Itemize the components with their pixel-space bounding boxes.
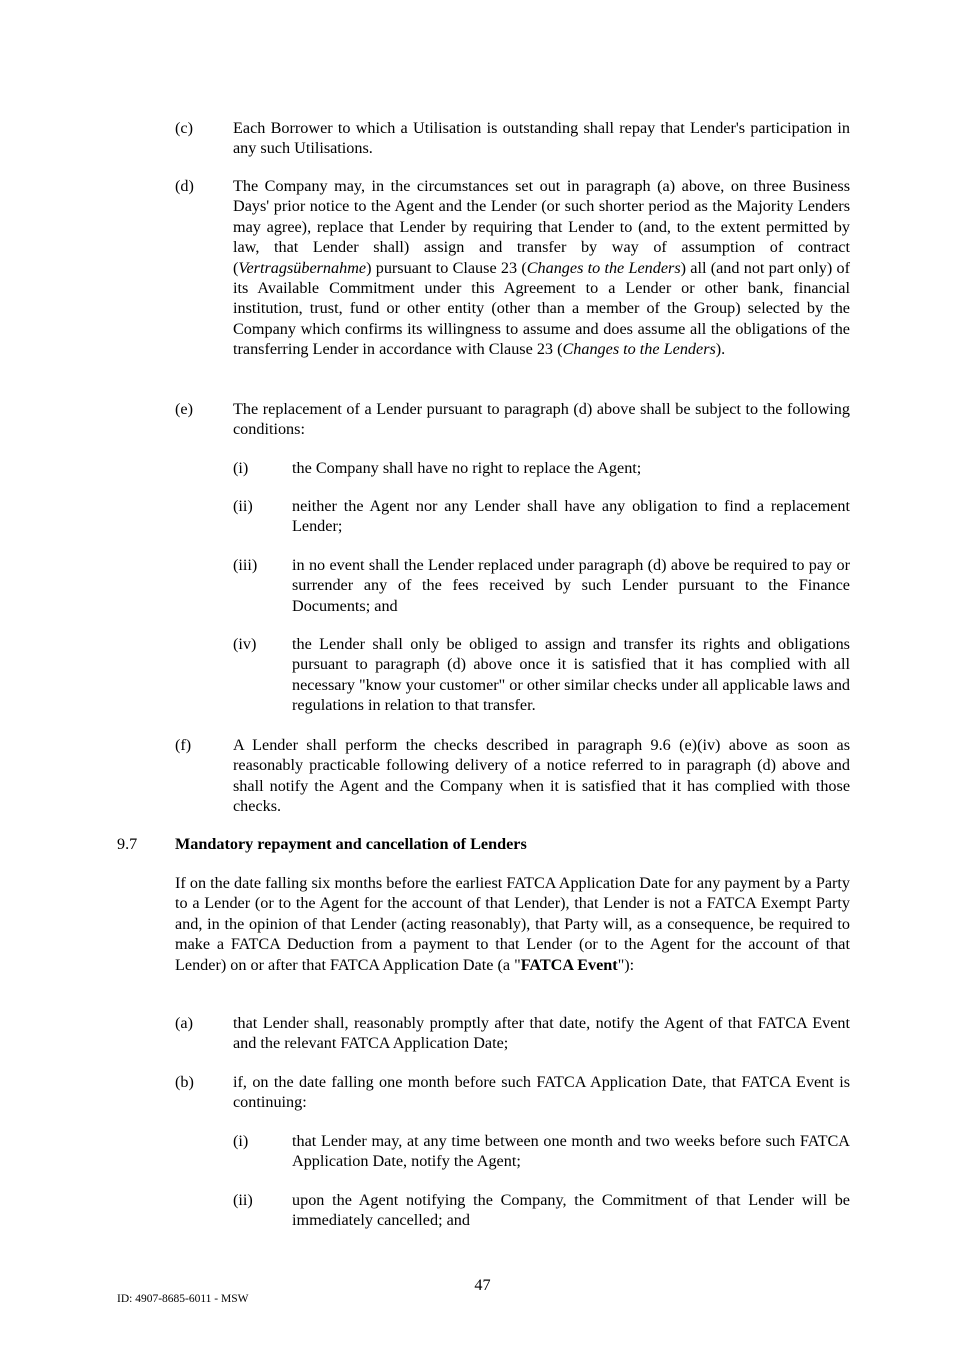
- subparagraph-text: the Lender shall only be obliged to assign and transfer its rights and obligations pursuant to paragraph (d) above once it is satisfied that it has complied with all necessary "know your customer" or other similar checks under all applicable laws and regulations in relation to that transfer.: [292, 635, 851, 715]
- subparagraph-label: (iii): [233, 556, 258, 574]
- subparagraph-label: (ii): [233, 497, 253, 515]
- paragraph-label: (f): [175, 736, 192, 754]
- subparagraph-label: (ii): [233, 1191, 253, 1209]
- paragraph-text: Each Borrower to which a Utilisation is outstanding shall repay that Lender's participation in any such Utilisations.: [233, 119, 850, 158]
- document-id: ID: 4907-8685-6011 - MSW: [117, 1293, 249, 1305]
- subparagraph-text: neither the Agent nor any Lender shall have any obligation to find a replacement Lender;: [292, 497, 850, 536]
- subparagraph-text: upon the Agent notifying the Company, the Commitment of that Lender will be immediately cancelled; and: [292, 1191, 850, 1230]
- paragraph-label: (d): [175, 177, 194, 195]
- subparagraph-text: the Company shall have no right to replace the Agent;: [292, 459, 642, 477]
- subparagraph-label: (i): [233, 1132, 249, 1150]
- paragraph-text: A Lender shall perform the checks described in paragraph 9.6 (e)(iv) above as soon as reasonably practicable following delivery of a notice referred to in paragraph (d) above and shall notify the Agent and the Company when it is satisfied that it has complied with those checks.: [233, 736, 850, 816]
- subparagraph-text: that Lender may, at any time between one month and two weeks before such FATCA Application Date, notify the Agent;: [292, 1132, 850, 1171]
- paragraph-label: (e): [175, 400, 193, 418]
- section-number: 9.7: [117, 835, 138, 853]
- section-intro: If on the date falling six months before the earliest FATCA Application Date for any payment by a Party to a Lender (or to the Agent for the account of that Lender), that Lender is not a FATCA Exempt Party and, in the opinion of that Lender (acting reasonably), that Party will, as a consequence, be required to make a FATCA Deduction from a payment to that Lender (or to the Agent for the account of that Lender) on or after that FATCA Application Date (a "FATCA Event"):: [175, 874, 850, 974]
- paragraph-label: (b): [175, 1073, 194, 1091]
- subparagraph-text: in no event shall the Lender replaced under paragraph (d) above be required to pay or surrender any of the fees received by such Lender pursuant to the Finance Documents; and: [292, 556, 850, 615]
- paragraph-label: (a): [175, 1014, 193, 1032]
- paragraph-text: The replacement of a Lender pursuant to paragraph (d) above shall be subject to the following conditions:: [233, 400, 850, 439]
- subparagraph-label: (i): [233, 459, 249, 477]
- paragraph-label: (c): [175, 119, 193, 137]
- section-title: Mandatory repayment and cancellation of Lenders: [175, 835, 527, 853]
- paragraph-text: if, on the date falling one month before such FATCA Application Date, that FATCA Event is continuing:: [233, 1073, 850, 1112]
- page-number: 47: [474, 1276, 491, 1294]
- subparagraph-label: (iv): [233, 635, 257, 653]
- paragraph-text: that Lender shall, reasonably promptly after that date, notify the Agent of that FATCA Event and the relevant FATCA Application Date;: [233, 1014, 850, 1053]
- paragraph-text: The Company may, in the circumstances set out in paragraph (a) above, on three Business Days' prior notice to the Agent and the Lender (or such shorter period as the Majority Lenders may agree), replace that Lender by requiring that Lender to (and, to the extent permitted by law, that Lender shall) assign and transfer by way of assumption of contract (Vertragsübernahme) pursuant to Clause 23 (Changes to the Lenders) all (and not part only) of its Available Commitment under this Agreement to a Lender or other bank, financial institution, trust, fund or other entity (other than a member of the Group) selected by the Company which confirms its willingness to assume and does assume all the obligations of the transferring Lender in accordance with Clause 23 (Changes to the Lenders).: [233, 177, 850, 359]
